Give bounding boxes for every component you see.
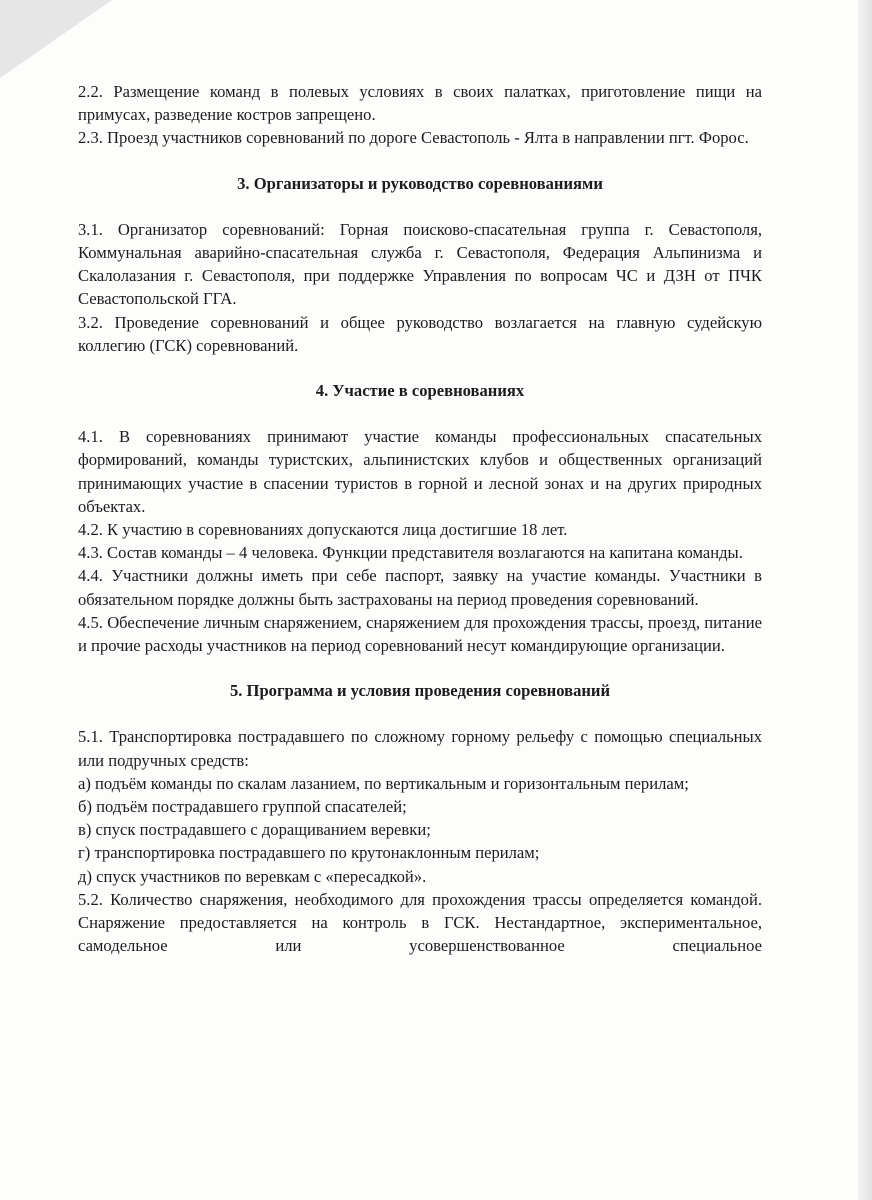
paragraph-2-2: 2.2. Размещение команд в полевых условиях в своих палатках, приготовление пищи на примусах, разведение костров запрещено. — [78, 82, 762, 125]
paragraph-3-1: 3.1. Организатор соревнований: Горная поисково-спасательная группа г. Севастополя, Коммунальная аварийно-спасательная служба г. Севастополя, Федерация Альпинизма и Скалолазания г. Севастополя, при поддержке Управления по вопросам ЧС и ДЗН от ПЧК Севастопольской ГГА. — [78, 219, 762, 309]
paragraph-5-2: 5.2. Количество снаряжения, необходимого для прохождения трассы определяется командой. Снаряжение предоставляется на контроль в ГСК. Нестандартное, экспериментальное, самодельное или усовершенствованное специальное — [78, 889, 762, 956]
section-5-heading: 5. Программа и условия проведения соревнований — [229, 681, 611, 701]
list-item-b: б) подъём пострадавшего группой спасателей; — [78, 797, 407, 817]
paragraph-5-1: 5.1. Транспортировка пострадавшего по сложному горному рельефу с помощью специальных или подручных средств: — [78, 727, 762, 770]
page-edge-shadow — [858, 0, 872, 1200]
section-3-heading: 3. Организаторы и руководство соревнованиями — [237, 173, 603, 193]
paragraph-4-3: 4.3. Состав команды – 4 человека. Функции представителя возлагаются на капитана команды. — [78, 543, 743, 563]
list-item-e: д) спуск участников по веревкам с «пересадкой». — [78, 866, 427, 886]
paragraph-3-2: 3.2. Проведение соревнований и общее руководство возлагается на главную судейскую коллегию (ГСК) соревнований. — [78, 312, 762, 355]
list-item-c: в) спуск пострадавшего с доращиванием веревки; — [78, 820, 431, 840]
list-item-d: г) транспортировка пострадавшего по крутонаклонным перилам; — [78, 843, 540, 863]
folded-corner — [0, 0, 112, 78]
list-item-a: а) подъём команды по скалам лазанием, по вертикальным и горизонтальным перилам; — [78, 773, 689, 793]
document-body — [78, 80, 762, 958]
section-4-heading: 4. Участие в соревнованиях — [315, 381, 525, 401]
paragraph-4-5: 4.5. Обеспечение личным снаряжением, снаряжением для прохождения трассы, проезд, питание и прочие расходы участников на период соревнований несут командирующие организации. — [78, 612, 762, 656]
paragraph-2-3: 2.3. Проезд участников соревнований по дороге Севастополь - Ялта в направлении пгт. Форос. — [78, 128, 749, 148]
paragraph-4-2: 4.2. К участию в соревнованиях допускаются лица достигшие 18 лет. — [78, 520, 568, 540]
paragraph-4-1: 4.1. В соревнованиях принимают участие команды профессиональных спасательных формирований, команды туристских, альпинистских клубов и общественных организаций принимающих участие в спасении туристов в горной и лесной зонах и на других природных объектах. — [78, 427, 762, 516]
paragraph-4-4: 4.4. Участники должны иметь при себе паспорт, заявку на участие команды. Участники в обязательном порядке должны быть застрахованы на период проведения соревнований. — [78, 566, 762, 609]
